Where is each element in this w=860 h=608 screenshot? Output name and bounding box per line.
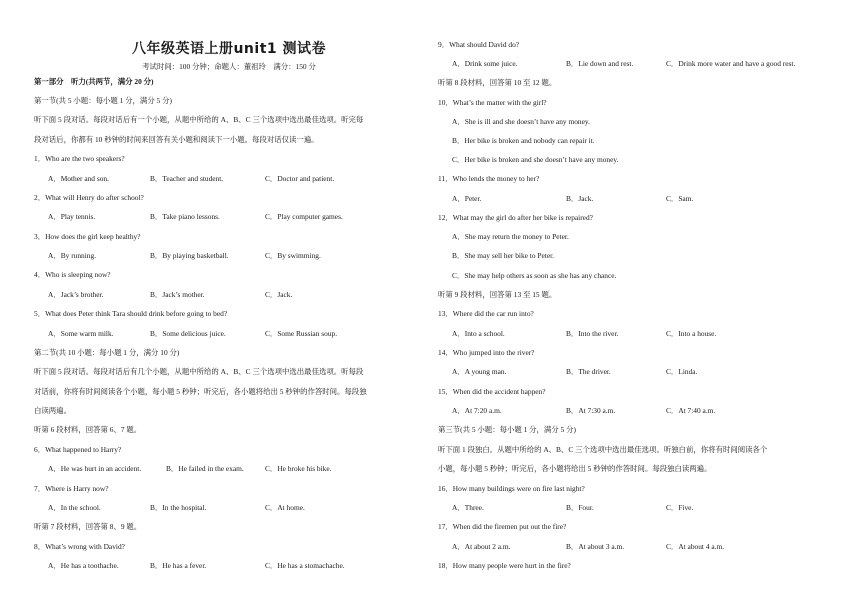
question-11: 11．Who lends the money to her? [438, 174, 540, 183]
option-a: A．Into a school. [452, 329, 505, 338]
option-a: A．By running. [48, 251, 97, 260]
option-c: C．He broke his bike. [265, 464, 332, 473]
option-c: C．Into a house. [666, 329, 717, 338]
material-8: 听第 8 段材料，回答第 10 至 12 题。 [438, 78, 557, 87]
option-a: A．He has a toothache. [48, 561, 119, 570]
option-a: A．Drink some juice. [452, 59, 518, 68]
sec2-instruction: 听下面 5 段对话。每段对话后有几个小题，从题中所给的 A、B、C 三个选项中选出最佳选项。听每段 [34, 367, 364, 376]
question-10-option-a: A．She is ill and she doesn’t have any money. [452, 117, 590, 126]
option-c: C．Some Russian soup. [265, 329, 338, 338]
sec3-instruction: 听下面 1 段独白。从题中所给的 A、B、C 三个选项中选出最佳选项。听独白前，你将有时间阅读各个 [438, 445, 768, 454]
option-a: A．Three. [452, 503, 484, 512]
option-c: C．He has a stomachache. [265, 561, 345, 570]
option-a: A．In the school. [48, 503, 101, 512]
option-c: C．At 7:40 a.m. [666, 406, 716, 415]
question-8: 8．What’s wrong with David? [34, 542, 125, 551]
question-10: 10．What’s the matter with the girl? [438, 98, 547, 107]
option-a: A．Play tennis. [48, 212, 96, 221]
option-a: A．Jack’s brother. [48, 290, 104, 299]
question-12-option-b: B．She may sell her bike to Peter. [452, 251, 555, 260]
question-10-option-b: B．Her bike is broken and nobody can repair it. [452, 136, 595, 145]
option-a: A．Some warm milk. [48, 329, 114, 338]
option-a: A．At 7:20 a.m. [452, 406, 502, 415]
option-b: B．By playing basketball. [150, 251, 229, 260]
option-a: A．Peter. [452, 194, 482, 203]
question-6: 6．What happened to Harry? [34, 445, 122, 454]
option-b: B．Lie down and rest. [566, 59, 634, 68]
material-6: 听第 6 段材料，回答第 6、7 题。 [34, 425, 142, 434]
option-c: C．Jack. [265, 290, 293, 299]
question-10-option-c: C．Her bike is broken and she doesn’t have any money. [452, 155, 619, 164]
question-2: 2．What will Henry do after school? [34, 193, 144, 202]
sec2-heading: 第二节(共 10 小题：每小题 1 分，满分 10 分) [34, 348, 180, 357]
option-b: B．He has a fever. [150, 561, 207, 570]
sec2-instruction: 对话前，你将有时间阅读各个小题，每小题 5 秒钟；听完后，各小题将给出 5 秒钟的作答时间。每段独 [34, 387, 367, 396]
option-c: C．By swimming. [265, 251, 321, 260]
option-b: B．Teacher and student. [150, 174, 224, 183]
question-12-option-c: C．She may help others as soon as she has any chance. [452, 271, 617, 280]
exam-title: 八年级英语上册unit1 测试卷 [131, 41, 327, 57]
sec3-instruction: 小题，每小题 5 秒钟；听完后，各小题将给出 5 秒钟的作答时间。每段独白读两遍。 [438, 464, 712, 473]
option-c: C．Sam. [666, 194, 694, 203]
option-b: B．Some delicious juice. [150, 329, 226, 338]
sec1-instruction: 段对话后，你都有 10 秒钟的时间来回答有关小题和阅读下一小题。每段对话仅读一遍。 [34, 135, 319, 144]
option-a: A．Mother and son. [48, 174, 109, 183]
question-17: 17．When did the firemen put out the fire? [438, 522, 567, 531]
option-b: B．Jack’s mother. [150, 290, 205, 299]
option-c: C．Drink more water and have a good rest. [666, 59, 796, 68]
question-9: 9．What should David do? [438, 40, 520, 49]
question-15: 15．When did the accident happen? [438, 387, 546, 396]
option-b: B．Take piano lessons. [150, 212, 220, 221]
question-13: 13．Where did the car run into? [438, 309, 534, 318]
question-14: 14．Who jumped into the river? [438, 348, 535, 357]
option-b: B．At 7:30 a.m. [566, 406, 616, 415]
option-b: B．Four. [566, 503, 594, 512]
material-7: 听第 7 段材料，回答第 8、9 题。 [34, 522, 142, 531]
exam-meta: 考试时间：100 分钟；命题人：董祖玲 满分：150 分 [142, 62, 316, 71]
option-b: B．He failed in the exam. [166, 464, 244, 473]
option-c: C．Play computer games. [265, 212, 343, 221]
question-7: 7．Where is Harry now? [34, 484, 109, 493]
option-a: A．At about 2 a.m. [452, 542, 511, 551]
question-1: 1．Who are the two speakers? [34, 154, 125, 163]
question-4: 4．Who is sleeping now? [34, 270, 111, 279]
sec1-instruction: 听下面 5 段对话。每段对话后有一个小题，从题中所给的 A、B、C 三个选项中选出最佳选项。听完每 [34, 115, 364, 124]
sec3-heading: 第三节(共 5 小题：每小题 1 分，满分 5 分) [438, 425, 576, 434]
question-12-option-a: A．She may return the money to Peter. [452, 232, 569, 241]
question-3: 3．How does the girl keep healthy? [34, 232, 141, 241]
part1-heading: 第一部分 听力(共两节，满分 20 分) [34, 77, 154, 86]
option-c: C．At home. [265, 503, 305, 512]
sec1-heading: 第一节(共 5 小题：每小题 1 分，满分 5 分) [34, 96, 172, 105]
option-c: C．At about 4 a.m. [666, 542, 725, 551]
question-16: 16．How many buildings were on fire last night? [438, 484, 585, 493]
option-a: A．A young man. [452, 367, 507, 376]
question-18: 18．How many people were hurt in the fire? [438, 561, 571, 570]
option-c: C．Linda. [666, 367, 698, 376]
option-b: B．The driver. [566, 367, 611, 376]
question-5: 5．What does Peter think Tara should drink before going to bed? [34, 309, 228, 318]
question-12: 12．What may the girl do after her bike is repaired? [438, 213, 593, 222]
material-9: 听第 9 段材料，回答第 13 至 15 题。 [438, 290, 557, 299]
option-c: C．Five. [666, 503, 694, 512]
option-b: B．In the hospital. [150, 503, 207, 512]
sec2-instruction: 白读两遍。 [34, 406, 71, 415]
option-b: B．Jack. [566, 194, 594, 203]
option-a: A．He was hurt in an accident. [48, 464, 142, 473]
option-c: C．Doctor and patient. [265, 174, 335, 183]
option-b: B．Into the river. [566, 329, 619, 338]
option-b: B．At about 3 a.m. [566, 542, 625, 551]
